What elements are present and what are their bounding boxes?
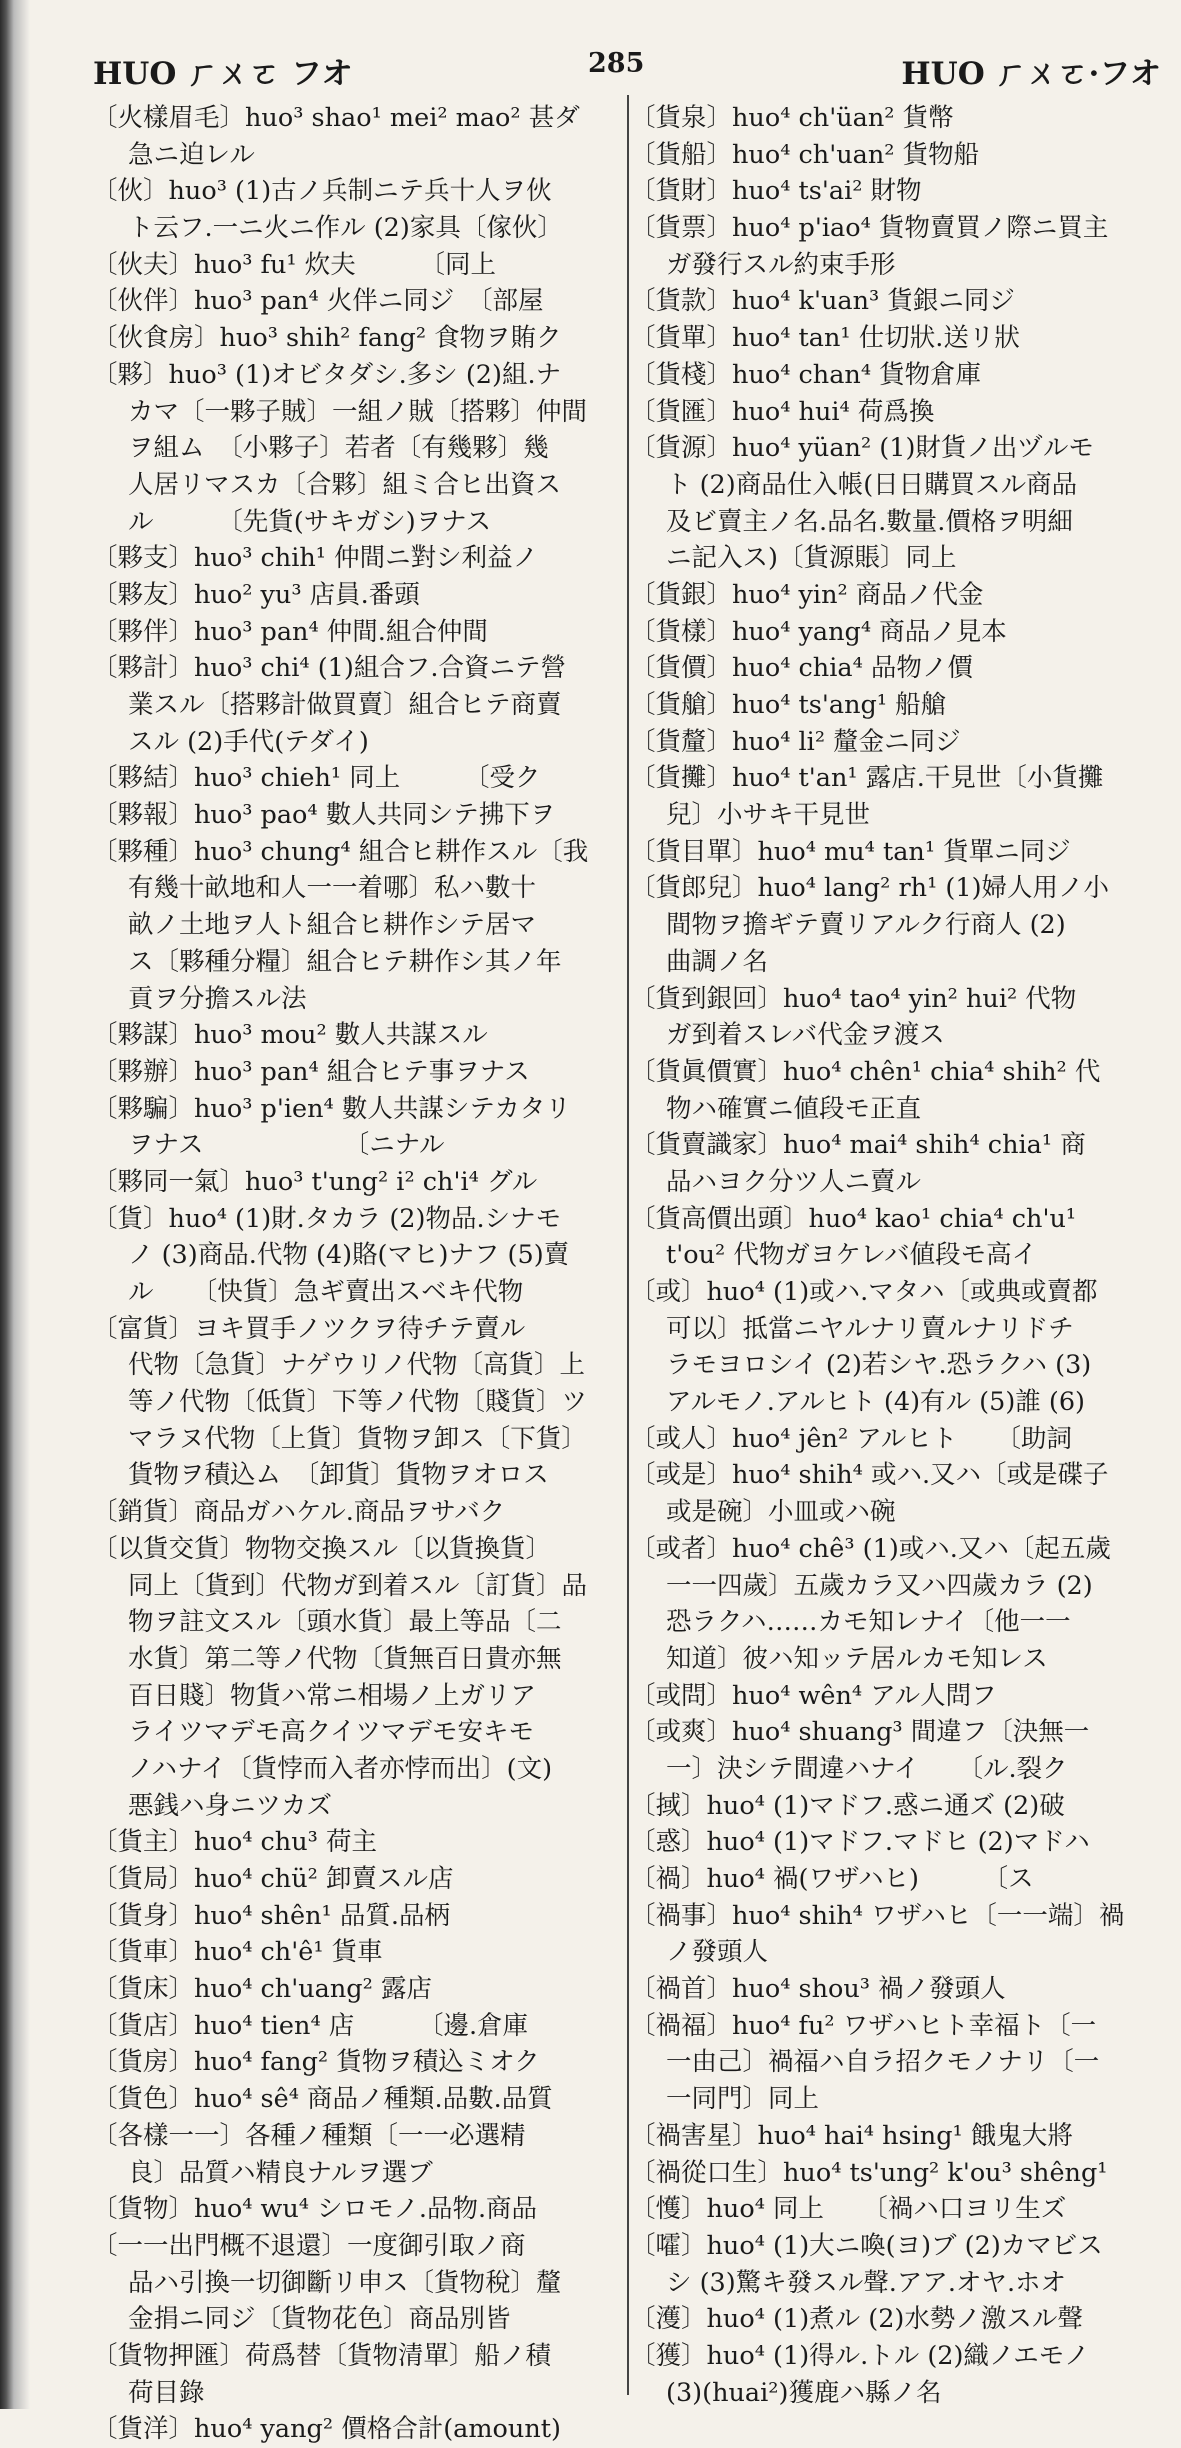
- entry-line: 〔或者〕huo⁴ chê³ (1)或ハ.又ハ〔起五歲: [630, 1533, 1111, 1564]
- entry-line: 等ノ代物〔低貨〕下等ノ代物〔賤貨〕ツ: [128, 1387, 588, 1418]
- entry-line: 代物〔急貨〕ナゲウリノ代物〔高貨〕上: [128, 1350, 585, 1381]
- entry-line: 〔貨店〕huo⁴ tien⁴ 店 〔邊.倉庫: [92, 2010, 529, 2041]
- entry-line: 急ニ迫レル: [128, 139, 255, 170]
- entry-line: 〔貨房〕huo⁴ fang² 貨物ヲ積込ミオク: [92, 2047, 540, 2078]
- entry-line: 一由己〕禍福ハ自ラ招クモノナリ〔一: [666, 2047, 1100, 2078]
- entry-line: 〔惑〕huo⁴ (1)マドフ.マドヒ (2)マドハ: [630, 1827, 1090, 1858]
- entry-line: ノ (3)商品.代物 (4)賂(マヒ)ナフ (5)賣: [128, 1240, 570, 1271]
- entry-line: 〔夥騙〕huo³ p'ien⁴ 數人共謀シテカタリ: [92, 1093, 571, 1124]
- entry-line: 〔貨艙〕huo⁴ ts'ang¹ 船艙: [630, 690, 947, 720]
- entry-line: 百日賤〕物貨ハ常ニ相場ノ上ガリア: [128, 1680, 537, 1711]
- entry-line: 〔夥支〕huo³ chih¹ 仲間ニ對シ利益ノ: [92, 543, 539, 574]
- entry-line: 恐ラクハ……カモ知レナイ〔他一一: [666, 1607, 1071, 1638]
- entry-line: ト (2)商品仕入帳(日日購買スル商品: [666, 469, 1078, 500]
- entry-line: ヲ組ム 〔小夥子〕若者〔有幾夥〕幾: [128, 433, 549, 464]
- entry-line: 悪銭ハ身ニツカズ: [128, 1790, 333, 1821]
- entry-line: 〔或〕huo⁴ (1)或ハ.マタハ〔或典或賣都: [630, 1277, 1098, 1307]
- entry-line: 〔貨高價出頭〕huo⁴ kao¹ chia⁴ ch'u¹: [630, 1203, 1077, 1234]
- entry-line: ニ記入ス)〔貨源賬〕同上: [666, 543, 957, 574]
- entry-line: 品ハヨク分ツ人ニ賣ル: [666, 1166, 922, 1197]
- entry-line: 〔貨釐〕huo⁴ li² 釐金ニ同ジ: [630, 726, 961, 757]
- entry-line: ス〔夥種分糧〕組合ヒテ耕作シ其ノ年: [128, 946, 562, 977]
- entry-line: 〔或爽〕huo⁴ shuang³ 間違フ〔決無一: [630, 1717, 1090, 1748]
- entry-line: 〔貨郎兒〕huo⁴ lang² rh¹ (1)婦人用ノ小: [630, 873, 1110, 904]
- entry-line: 〔嚯〕huo⁴ (1)大ニ喚(ヨ)ブ (2)カマビス: [630, 2230, 1103, 2261]
- entry-line: 一同門〕同上: [666, 2084, 820, 2115]
- entry-line: 〔貨單〕huo⁴ tan¹ 仕切狀.送リ狀: [630, 323, 1020, 354]
- entry-line: 〔濩〕huo⁴ (1)煮ル (2)水勢ノ激スル聲: [630, 2304, 1083, 2335]
- entry-line: 〔禍首〕huo⁴ shou³ 禍ノ發頭人: [630, 1974, 1006, 2005]
- entry-line: 貢ヲ分擔スル法: [128, 983, 307, 1014]
- entry-line: 〔貨色〕huo⁴ sê⁴ 商品ノ種類.品數.品質: [92, 2084, 553, 2115]
- entry-line: 畝ノ土地ヲ人ト組合ヒ耕作シテ居マ: [128, 910, 537, 941]
- entry-line: 〔貨眞價實〕huo⁴ chên¹ chia⁴ shih² 代: [630, 1056, 1101, 1087]
- entry-line: t'ou² 代物ガヨケレバ値段モ高イ: [666, 1240, 1038, 1271]
- entry-line: 〔夥謀〕huo³ mou² 數人共謀スル: [92, 1020, 488, 1051]
- entry-line: 〔貨目單〕huo⁴ mu⁴ tan¹ 貨單ニ同ジ: [630, 836, 1071, 867]
- entry-line: 〔或是〕huo⁴ shih⁴ 或ハ.又ハ〔或是碟子: [630, 1460, 1109, 1491]
- entry-line: シ (3)驚キ發スル聲.アア.オヤ.ホオ: [666, 2267, 1067, 2298]
- entry-line: 〔夥友〕huo² yu³ 店員.番頭: [92, 579, 420, 610]
- entry-line: 荷目錄: [128, 2377, 205, 2408]
- entry-line: 〔禍事〕huo⁴ shih⁴ ワザハヒ〔一一端〕禍: [630, 1900, 1125, 1931]
- entry-line: カマ〔一夥子賊〕一組ノ賊〔搭夥〕仲間: [128, 396, 588, 427]
- entry-line: 〔貨攤〕huo⁴ t'an¹ 露店.干見世〔小貨攤: [630, 763, 1104, 794]
- entry-line: 〔夥結〕huo³ chieh¹ 同上 〔受ク: [92, 763, 541, 794]
- entry-line: 〔貨款〕huo⁴ k'uan³ 貨銀ニ同ジ: [630, 286, 1015, 317]
- page-binding-edge: [0, 0, 30, 2409]
- entry-line: ライツマデモ高クイツマデモ安キモ: [128, 1717, 534, 1748]
- entry-line: 〔禍害星〕huo⁴ hai⁴ hsing¹ 餓鬼大將: [630, 2120, 1073, 2151]
- entry-line: 品ハ引換一切御斷リ申ス〔貨物稅〕釐: [128, 2267, 562, 2298]
- entry-line: ノハナイ〔貨悖而入者亦悖而出〕(文): [128, 1753, 553, 1784]
- entry-line: 一〕決シテ間違ハナイ 〔ル.裂ク: [666, 1753, 1068, 1784]
- running-head-left: HUO ㄏㄨㄛ フオ: [93, 56, 353, 92]
- entry-line: 〔各樣一一〕各種ノ種類〔一一必選精: [92, 2120, 526, 2151]
- entry-line: 〔貨船〕huo⁴ ch'uan² 貨物船: [630, 139, 980, 170]
- entry-line: 〔伙〕huo³ (1)古ノ兵制ニテ兵十人ヲ伙: [92, 176, 552, 207]
- entry-line: 〔貨票〕huo⁴ p'iao⁴ 貨物賣買ノ際ニ買主: [630, 213, 1109, 244]
- entry-line: 知道〕彼ハ知ッテ居ルカモ知レス: [666, 1643, 1048, 1674]
- entry-line: 〔㦜〕huo⁴ 同上 〔禍ハ口ヨリ生ズ: [630, 2194, 1067, 2225]
- entry-line: 或是碗〕小皿或ハ碗: [666, 1497, 896, 1528]
- entry-line: 〔貨物〕huo⁴ wu⁴ シロモノ.品物.商品: [92, 2194, 538, 2225]
- entry-line: 〔夥伴〕huo³ pan⁴ 仲間.組合仲間: [92, 616, 488, 647]
- entry-line: 一一四歲〕五歲カラ又ハ四歲カラ (2): [666, 1570, 1093, 1601]
- entry-line: 曲調ノ名: [666, 946, 769, 977]
- entry-line: 物ハ確實ニ値段モ正直: [666, 1093, 922, 1124]
- entry-line: 〔貨物押匯〕荷爲替〔貨物清單〕船ノ積: [92, 2340, 552, 2371]
- entry-line: 〔貨棧〕huo⁴ chan⁴ 貨物倉庫: [630, 359, 982, 390]
- entry-line: 〔貨銀〕huo⁴ yin² 商品ノ代金: [630, 579, 984, 610]
- right-column: [630, 100, 1165, 2408]
- entry-line: 〔貨床〕huo⁴ ch'uang² 露店: [92, 1974, 432, 2005]
- entry-line: 〔火樣眉毛〕huo³ shao¹ mei² mao² 甚ダ: [92, 103, 580, 133]
- left-column: [92, 100, 625, 2445]
- entry-line: 有幾十畝地和人一一着哪〕私ハ數十: [128, 873, 537, 904]
- entry-line: 〔禍〕huo⁴ 禍(ワザハヒ) 〔ス: [630, 1864, 1034, 1894]
- entry-line: 〔貨價〕huo⁴ chia⁴ 品物ノ價: [630, 653, 973, 684]
- entry-line: 〔夥種〕huo³ chung⁴ 組合ヒ耕作スル〔我: [92, 836, 589, 867]
- entry-line: (3)(huai²)獲鹿ハ縣ノ名: [666, 2377, 942, 2408]
- entry-line: 人居リマスカ〔合夥〕組ミ合ヒ出資ス: [128, 469, 561, 500]
- entry-line: 〔貨樣〕huo⁴ yang⁴ 商品ノ見本: [630, 616, 1007, 647]
- entry-line: 〔或人〕huo⁴ jên² アルヒト 〔助詞: [630, 1423, 1073, 1454]
- entry-line: 〔或問〕huo⁴ wên⁴ アル人問フ: [630, 1680, 997, 1711]
- entry-line: 〔獲〕huo⁴ (1)得ル.トル (2)織ノエモノ: [630, 2340, 1090, 2371]
- entry-line: 〔貨車〕huo⁴ ch'ê¹ 貨車: [92, 1937, 383, 1968]
- column-divider: [627, 95, 629, 2395]
- entry-line: 〔貨財〕huo⁴ ts'ai² 財物: [630, 176, 922, 207]
- entry-line: 〔一一出門概不退還〕一度御引取ノ商: [92, 2230, 526, 2261]
- entry-line: 可以〕抵當ニヤルナリ賣ルナリドチ: [666, 1313, 1074, 1344]
- entry-line: ル 〔先貨(サキガシ)ヲナス: [128, 506, 492, 537]
- entry-line: 〔貨洋〕huo⁴ yang² 價格合計(amount): [92, 2414, 561, 2445]
- entry-line: 〔夥辦〕huo³ pan⁴ 組合ヒテ事ヲナス: [92, 1056, 530, 1087]
- entry-line: 〔掝〕huo⁴ (1)マドフ.惑ニ通ズ (2)破: [630, 1790, 1065, 1821]
- entry-line: ヲナス 〔ニナル: [128, 1130, 445, 1161]
- entry-line: ガ到着スレバ代金ヲ渡ス: [666, 1020, 945, 1051]
- entry-line: 水貨〕第二等ノ代物〔貨無百日貴亦無: [128, 1643, 562, 1674]
- entry-line: スル (2)手代(テダイ): [128, 726, 369, 757]
- entry-line: 金捐ニ同ジ〔貨物花色〕商品別皆: [128, 2304, 511, 2335]
- entry-line: 〔貨源〕huo⁴ yüan² (1)財貨ノ出ヅルモ: [630, 433, 1094, 464]
- entry-line: 同上〔貨到〕代物ガ到着スル〔訂貨〕品: [128, 1570, 588, 1601]
- entry-line: ノ發頭人: [666, 1937, 769, 1968]
- entry-line: 貨物ヲ積込ム 〔卸貨〕貨物ヲオロス: [128, 1460, 549, 1491]
- entry-line: 〔伙夫〕huo³ fu¹ 炊夫 〔同上: [92, 249, 496, 280]
- entry-line: 〔禍福〕huo⁴ fu² ワザハヒト幸福ト〔一: [630, 2010, 1097, 2041]
- entry-line: 〔伙食房〕huo³ shih² fang² 食物ヲ賄ク: [92, 323, 562, 354]
- entry-line: ト云フ.一ニ火ニ作ル (2)家具〔傢伙〕: [128, 213, 563, 244]
- entry-line: 業スル〔搭夥計做買賣〕組合ヒテ商賣: [128, 690, 562, 720]
- entry-line: 〔貨匯〕huo⁴ hui⁴ 荷爲換: [630, 396, 935, 427]
- running-head-right: HUO ㄏㄨㄛ·フオ: [901, 56, 1161, 92]
- entry-line: マラヌ代物〔上貨〕貨物ヲ卸ス〔下貨〕: [128, 1423, 587, 1454]
- entry-line: 〔夥報〕huo³ pao⁴ 數人共同シテ拂下ヲ: [92, 800, 556, 831]
- entry-line: ル 〔快貨〕急ギ賣出スベキ代物: [128, 1277, 524, 1307]
- entry-line: アルモノ.アルヒト (4)有ル (5)誰 (6): [666, 1387, 1085, 1418]
- entry-line: 兒〕小サキ干見世: [666, 800, 871, 831]
- entry-line: 〔貨〕huo⁴ (1)財.タカラ (2)物品.シナモ: [92, 1203, 562, 1234]
- entry-line: 〔禍從口生〕huo⁴ ts'ung² k'ou³ shêng¹: [630, 2157, 1108, 2188]
- entry-line: 〔夥同一氣〕huo³ t'ung² i² ch'i⁴ グル: [92, 1166, 538, 1197]
- entry-line: 〔以貨交貨〕物物交換スル〔以貨換貨〕: [92, 1533, 552, 1564]
- entry-line: 〔伙伴〕huo³ pan⁴ 火伴ニ同ジ 〔部屋: [92, 286, 544, 317]
- entry-line: 〔富貨〕ヨキ買手ノツクヲ待チテ賣ル: [92, 1313, 526, 1344]
- entry-line: 〔貨局〕huo⁴ chü² 卸賣スル店: [92, 1864, 454, 1894]
- page-number: 285: [588, 48, 645, 79]
- entry-line: ラモヨロシイ (2)若シヤ.恐ラクハ (3): [666, 1350, 1092, 1381]
- entry-line: 良〕品質ハ精良ナルヲ選ブ: [128, 2157, 433, 2188]
- entry-line: 〔貨主〕huo⁴ chu³ 荷主: [92, 1827, 377, 1858]
- entry-line: 〔貨到銀回〕huo⁴ tao⁴ yin² hui² 代物: [630, 983, 1077, 1014]
- entry-line: 〔貨賣識家〕huo⁴ mai⁴ shih⁴ chia¹ 商: [630, 1130, 1086, 1161]
- entry-line: 〔夥計〕huo³ chi⁴ (1)組合フ.合資ニテ營: [92, 653, 566, 684]
- entry-line: 〔貨身〕huo⁴ shên¹ 品質.品柄: [92, 1900, 450, 1931]
- entry-line: 〔銷貨〕商品ガハケル.商品ヲサバク: [92, 1497, 506, 1528]
- entry-line: 物ヲ註文スル〔頭水貨〕最上等品〔二: [128, 1607, 562, 1638]
- entry-line: 間物ヲ擔ギテ賣リアルク行商人 (2): [666, 910, 1066, 941]
- entry-line: 〔貨泉〕huo⁴ ch'üan² 貨幣: [630, 103, 954, 133]
- entry-line: 〔夥〕huo³ (1)オビタダシ.多シ (2)組.ナ: [92, 359, 562, 390]
- entry-line: ガ發行スル約束手形: [666, 249, 896, 280]
- entry-line: 及ビ賣主ノ名.品名.數量.價格ヲ明細: [666, 506, 1073, 537]
